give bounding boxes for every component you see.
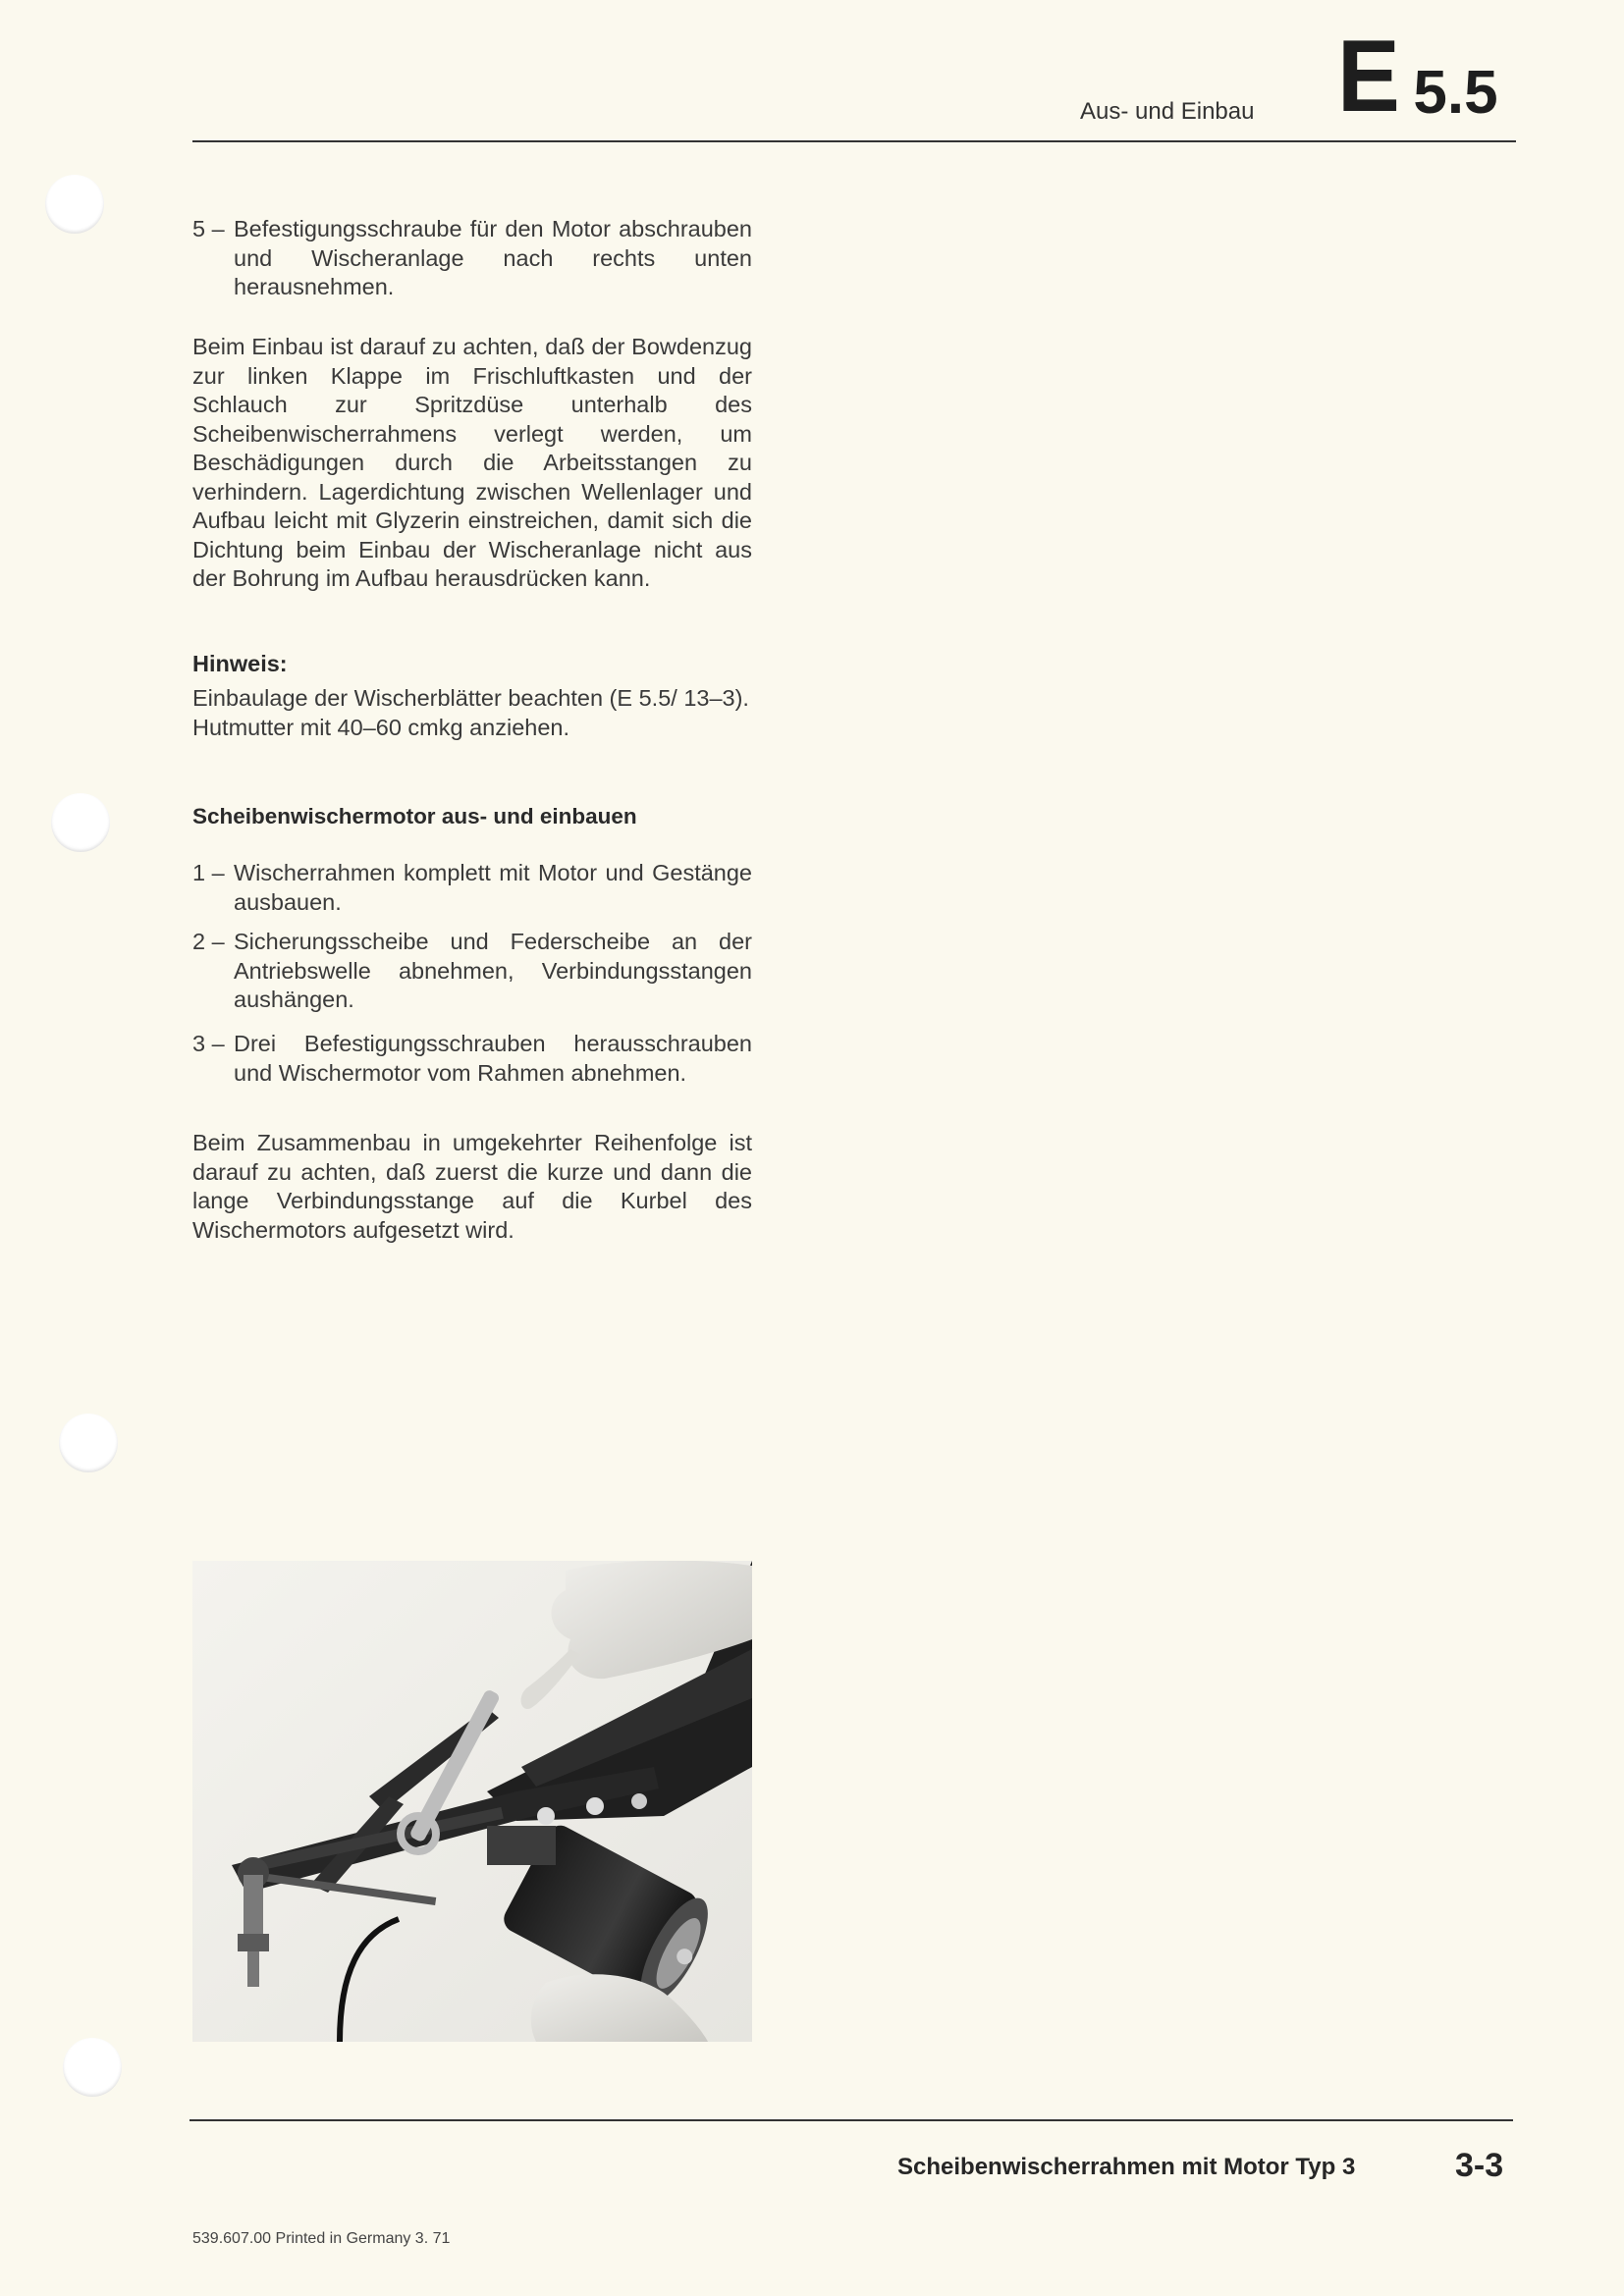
note-heading: Hinweis: [192, 651, 288, 676]
intro-step [192, 215, 752, 302]
note-text: Einbaulage der Wischerblätter beachten (E 5.5/ 13–3). Hutmutter mit 40–60 cmkg anziehen. [192, 685, 749, 740]
motor-step-1-number: 1 – [192, 860, 225, 885]
punch-hole-3 [59, 1414, 118, 1472]
section-code-number: 5.5 [1413, 59, 1498, 127]
install-paragraph: Beim Einbau ist darauf zu achten, daß der Bowdenzug zur linken Klappe im Frischluftkasten und der Schlauch zur Spritzdüse unterhalb des Scheibenwischerrahmens verlegt werden, um Beschädigungen durch die Arbeitsstangen zu verhindern. Lagerdichtung zwischen Wellenlager und Aufbau leicht mit Glyzerin einstreichen, damit sich die Dichtung beim Einbau der Wischeranlage nicht aus der Bohrung im Aufbau herausdrücken kann. [192, 334, 752, 591]
page-number: 3-3 [1455, 2147, 1504, 2184]
punch-hole-1 [45, 175, 104, 234]
motor-step-1-text: Wischerrahmen komplett mit Motor und Gestänge ausbauen. [234, 860, 752, 915]
section-label: Aus- und Einbau [1080, 98, 1255, 125]
intro-step-number: 5 – [192, 216, 225, 241]
footer-rule [189, 2119, 1513, 2121]
punch-hole-4 [63, 2038, 122, 2097]
section-code-letter: E [1337, 20, 1400, 133]
intro-step-text: Befestigungsschraube für den Motor abschrauben und Wischeranlage nach rechts unten herausnehmen. [234, 216, 752, 299]
footer-title: Scheibenwischerrahmen mit Motor Typ 3 [897, 2154, 1356, 2180]
wiper-motor-illustration [192, 1561, 752, 2042]
motor-step-3 [192, 1030, 752, 1088]
section-code [1337, 20, 1498, 133]
motor-closing-paragraph: Beim Zusammenbau in umgekehrter Reihenfolge ist darauf zu achten, daß zuerst die kurze und dann die lange Verbindungsstange auf die Kurbel des Wischermotors aufgesetzt wird. [192, 1130, 752, 1243]
header-rule [192, 140, 1516, 142]
motor-step-3-number: 3 – [192, 1031, 225, 1056]
motor-step-2-text: Sicherungsscheibe und Federscheibe an der Antriebswelle abnehmen, Verbindungsstangen aushängen. [234, 929, 752, 1012]
motor-step-2-number: 2 – [192, 929, 225, 954]
punch-hole-2 [51, 793, 110, 852]
motor-section-heading: Scheibenwischermotor aus- und einbauen [192, 804, 637, 828]
motor-step-3-text: Drei Befestigungsschrauben herausschrauben und Wischermotor vom Rahmen abnehmen. [234, 1031, 752, 1086]
motor-step-1 [192, 859, 752, 917]
print-imprint: 539.607.00 Printed in Germany 3. 71 [192, 2230, 451, 2247]
wiper-motor-photo [192, 1561, 752, 2042]
motor-step-2 [192, 928, 752, 1015]
